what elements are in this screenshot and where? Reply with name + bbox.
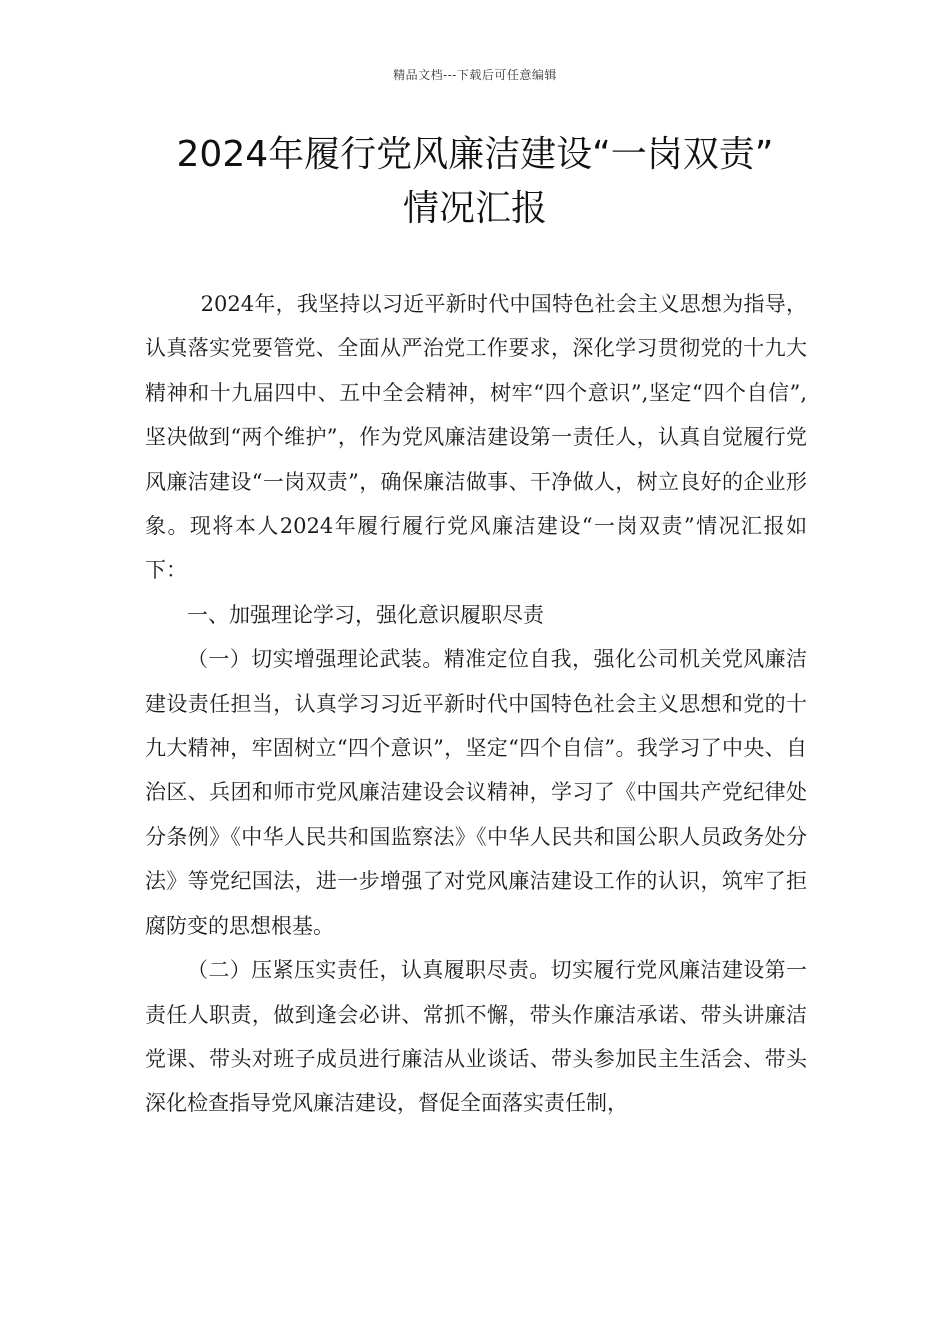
title-line-2: 情况汇报 [402,188,547,229]
section-heading-1: 一、加强理论学习，强化意识履职尽责 [187,602,544,627]
paragraph-subsection-2: （二）压紧压实责任，认真履职尽责。切实履行党风廉洁建设第一责任人职责，做到逢会必讲、常抓不懈，带头作廉洁承诺、带头讲廉洁党课、带头对班子成员进行廉洁从业谈话、带头参加民主生活会、带头深化检查指导党风廉洁建设，督促全面落实责任制， [145,958,807,1116]
document-title [100,128,850,236]
header-note: 精品文档---下载后可任意编辑 [393,68,557,82]
title-line-1: 2024年履行党风廉洁建设“一岗双责” [176,134,774,175]
paragraph-intro: 2024年，我坚持以习近平新时代中国特色社会主义思想为指导，认真落实党要管党、全面从严治党工作要求，深化学习贯彻党的十九大精神和十九届四中、五中全会精神，树牢“四个意识”,坚定“四个自信”,坚决做到“两个维护”，作为党风廉洁建设第一责任人，认真自觉履行党风廉洁建设“一岗双责”，确保廉洁做事、干净做人，树立良好的企业形象。现将本人2024年履行履行党风廉洁建设“一岗双责”情况汇报如下： [145,292,807,583]
document-body [145,282,807,1126]
paragraph-subsection-1: （一）切实增强理论武装。精准定位自我，强化公司机关党风廉洁建设责任担当，认真学习习近平新时代中国特色社会主义思想和党的十九大精神，牢固树立“四个意识”，坚定“四个自信”。我学习了中央、自治区、兵团和师市党风廉洁建设会议精神，学习了《中国共产党纪律处分条例》《中华人民共和国监察法》《中华人民共和国公职人员政务处分法》等党纪国法，进一步增强了对党风廉洁建设工作的认识，筑牢了拒腐防变的思想根基。 [145,647,807,938]
